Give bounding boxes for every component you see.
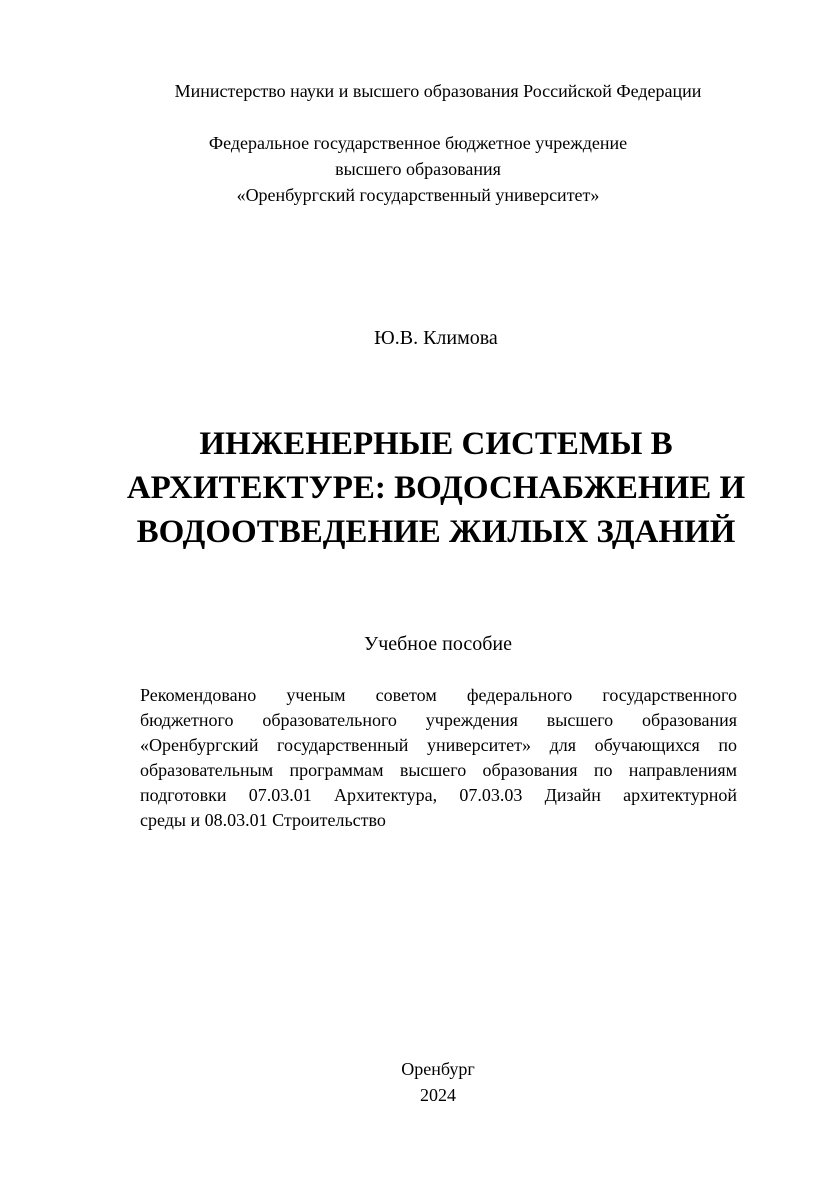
city-name: Оренбург — [401, 1059, 475, 1079]
ministry-name: Министерство науки и высшего образования Российской Федерации — [174, 81, 702, 101]
title-line-2: АРХИТЕКТУРЕ: ВОДОСНАБЖЕНИЕ И — [126, 470, 746, 506]
recommendation-line-1: Рекомендовано ученым советом федерального государственного — [140, 685, 737, 705]
recommendation-line-3: «Оренбургский государственный университет» для обучающихся по — [140, 735, 737, 755]
publication-year: 2024 — [420, 1085, 456, 1105]
book-type: Учебное пособие — [364, 633, 512, 655]
title-line-1: ИНЖЕНЕРНЫЕ СИСТЕМЫ В — [199, 426, 673, 462]
imprint — [20, 1056, 836, 1108]
institution-line-1: Федеральное государственное бюджетное учреждение — [208, 133, 628, 153]
author-name: Ю.В. Климова — [374, 327, 498, 349]
recommendation-line-6: среды и 08.03.01 Строительство — [140, 810, 386, 830]
recommendation-line-4: образовательным программам высшего образования по направлениям — [140, 760, 737, 780]
title-line-3: ВОДООТВЕДЕНИЕ ЖИЛЫХ ЗДАНИЙ — [136, 514, 736, 550]
institution-line-2: высшего образования — [335, 159, 501, 179]
institution-block — [0, 130, 836, 208]
recommendation-line-2: бюджетного образовательного учреждения высшего образования — [140, 710, 737, 730]
institution-line-3: «Оренбургский государственный университет» — [236, 185, 600, 205]
recommendation-paragraph — [140, 683, 737, 833]
recommendation-line-5: подготовки 07.03.01 Архитектура, 07.03.03 Дизайн архитектурной — [140, 785, 737, 805]
book-title — [18, 422, 836, 554]
